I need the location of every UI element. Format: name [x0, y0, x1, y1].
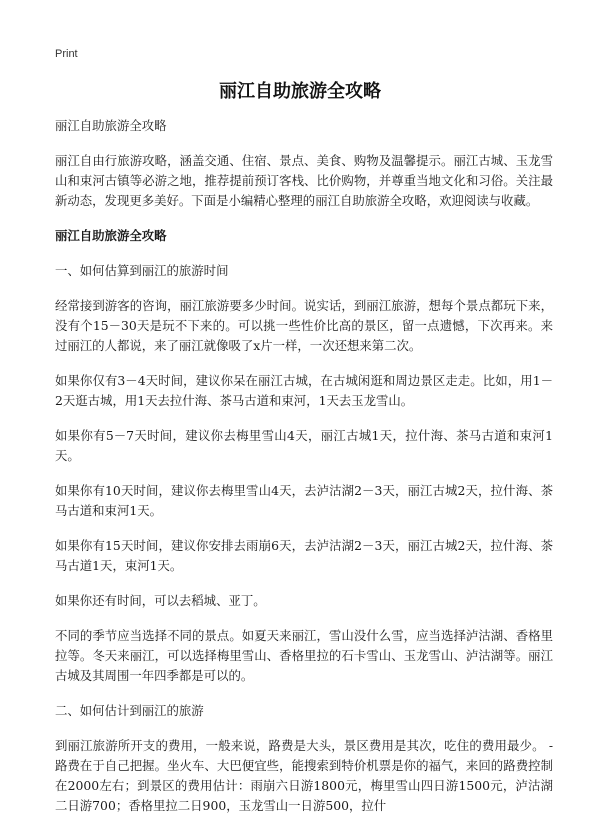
subheading-time: 一、如何估算到丽江的旅游时间	[55, 263, 229, 278]
seasons-paragraph: 不同的季节应当选择不同的景点。如夏天来丽江，雪山没什么雪，应当选择泸沽湖、香格里拉等。冬天来丽江，可以选择梅里雪山、香格里拉的石卡雪山、玉龙雪山、泸沽湖等。丽江古城及其周围一年四季都是可以的。	[55, 628, 553, 683]
subtitle-paragraph: 丽江自助旅游全攻略	[55, 118, 167, 133]
plan-15-days: 如果你有15天时间，建议你安排去雨崩6天，去泸沽湖2－3天，丽江古城2天，拉什海、茶马古道1天，束河1天。	[55, 538, 553, 573]
plan-extra-time: 如果你还有时间，可以去稻城、亚丁。	[55, 593, 266, 608]
document-body	[55, 116, 553, 831]
print-label: Print	[55, 48, 78, 60]
intro-paragraph: 丽江自由行旅游攻略，涵盖交通、住宿、景点、美食、购物及温馨提示。丽江古城、玉龙雪山和束河古镇等必游之地，推荐提前预订客栈、比价购物，并尊重当地文化和习俗。关注最新动态，发现更多美好。下面是小编精心整理的丽江自助旅游全攻略，欢迎阅读与收藏。	[55, 153, 553, 208]
section-heading: 丽江自助旅游全攻略	[55, 228, 167, 243]
plan-10-days: 如果你有10天时间，建议你去梅里雪山4天，去泸沽湖2－3天，丽江古城2天，拉什海、茶马古道和束河1天。	[55, 483, 553, 518]
time-intro-paragraph: 经常接到游客的咨询，丽江旅游要多少时间。说实话，到丽江旅游，想每个景点都玩下来，没有个15－30天是玩不下来的。可以挑一些性价比高的景区，留一点遗憾，下次再来。来过丽江的人都说，来了丽江就像吸了x片一样，一次还想来第二次。	[55, 298, 553, 353]
plan-3-4-days: 如果你仅有3－4天时间，建议你呆在丽江古城，在古城闲逛和周边景区走走。比如，用1－2天逛古城，用1天去拉什海、茶马古道和束河，1天去玉龙雪山。	[55, 373, 553, 408]
subheading-cost: 二、如何估计到丽江的旅游	[55, 703, 204, 718]
cost-paragraph: 到丽江旅游所开支的费用，一般来说，路费是大头，景区费用是其次，吃住的费用最少。 -路费在于自己把握。坐火车、大巴便宜些，能搜索到特价机票是你的福气，来回的路费控制在2000左右；到景区的费用估计：雨崩六日游1800元，梅里雪山四日游1500元，泸沽湖二日游700；香格里拉二日900，玉龙雪山一日游500，拉什	[55, 738, 553, 813]
page-title: 丽江自助旅游全攻略	[219, 81, 381, 102]
plan-5-7-days: 如果你有5－7天时间，建议你去梅里雪山4天，丽江古城1天，拉什海、茶马古道和束河1天。	[55, 428, 553, 463]
